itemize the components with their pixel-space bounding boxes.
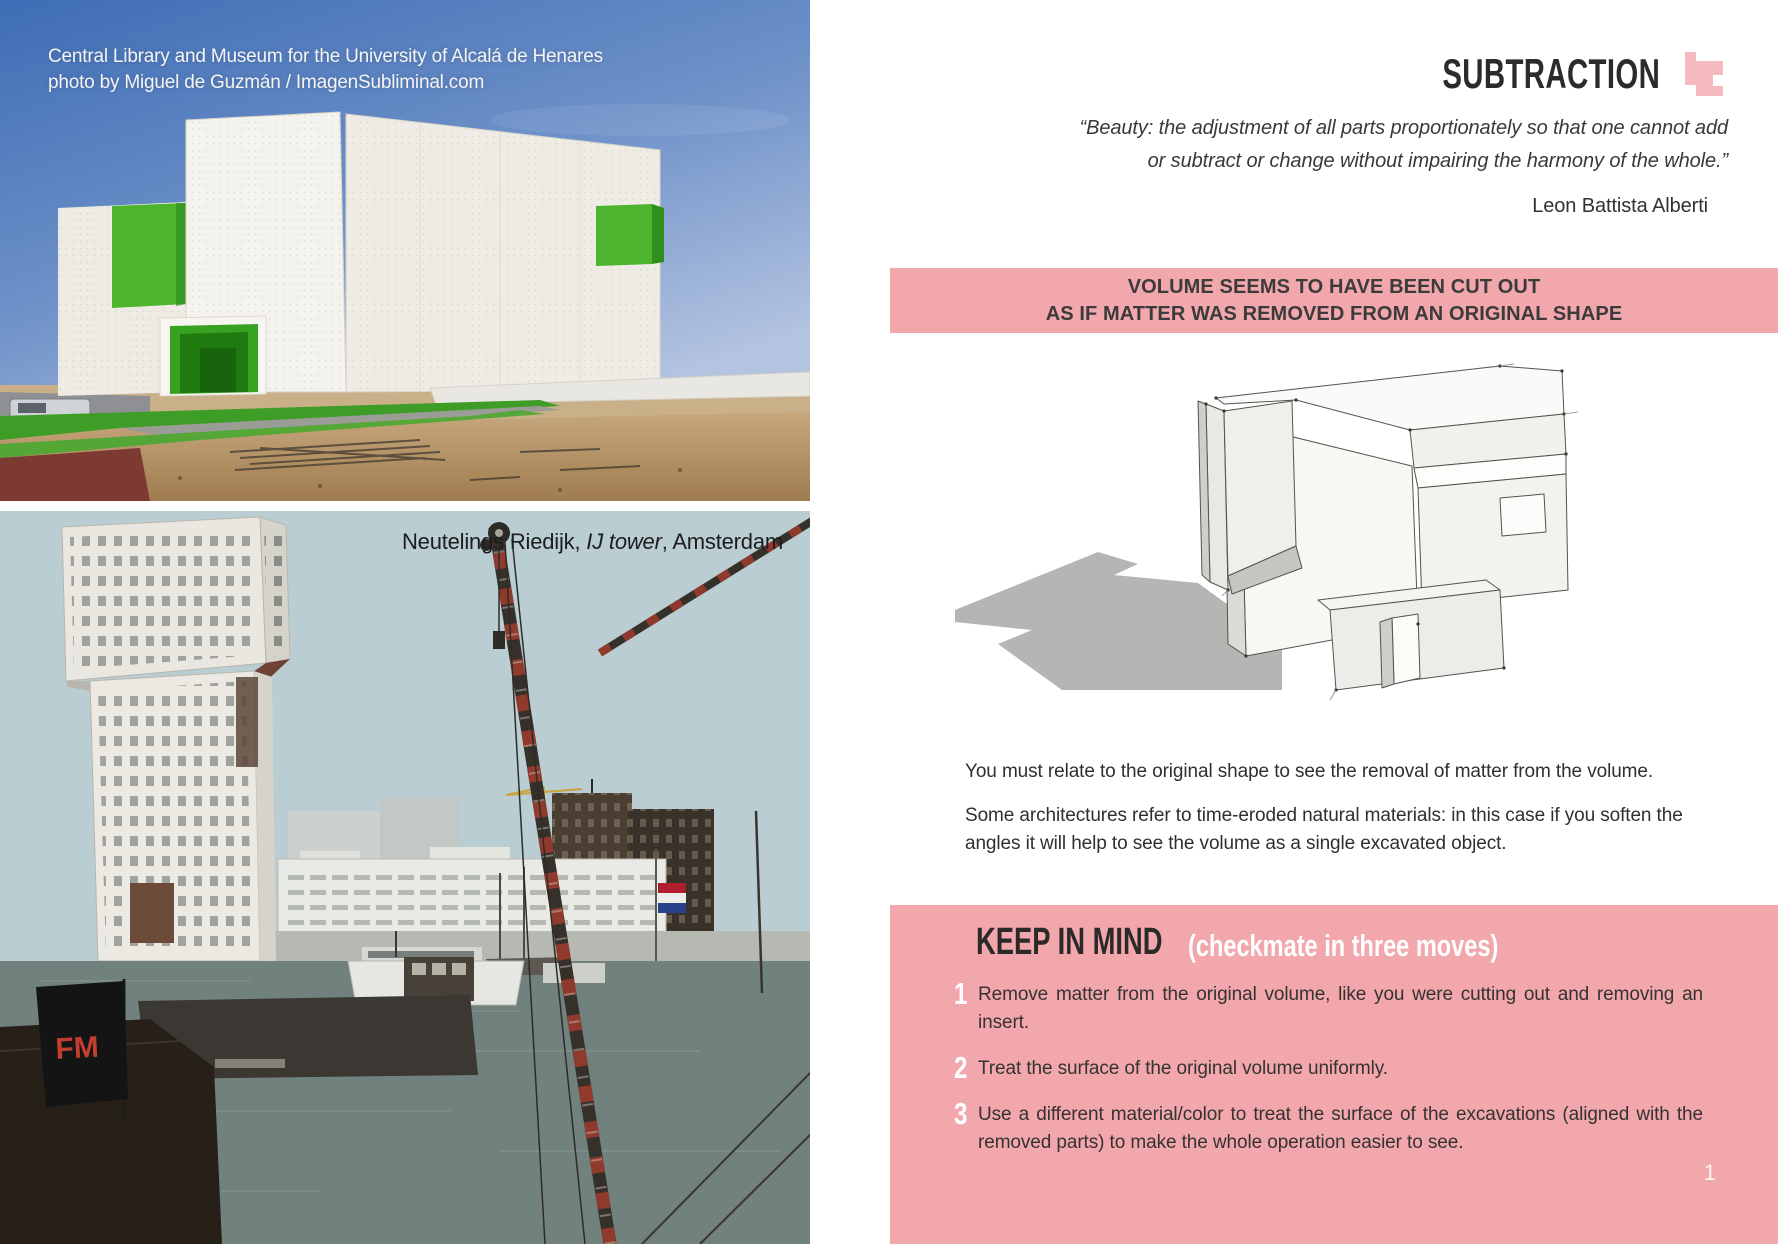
photo-caption-ijtower — [402, 529, 783, 555]
ij-tower-building — [62, 517, 290, 961]
list-item-text: Remove matter from the original volume, like you were cutting out and removing an insert. — [978, 984, 1703, 1033]
list-item-number: 3 — [954, 1096, 968, 1131]
keep-in-mind-heading — [976, 921, 1710, 967]
caption-line: photo by Miguel de Guzmán / ImagenSubliminal.com — [48, 72, 485, 93]
green-slab — [112, 203, 186, 308]
quote-block — [1080, 112, 1728, 223]
flag-letters: FM — [54, 1030, 100, 1066]
list-item — [954, 976, 1710, 1037]
subtraction-sketch — [940, 338, 1580, 748]
list-item — [954, 1050, 1710, 1085]
body-text — [965, 758, 1725, 858]
page-number: 1 — [1703, 1160, 1716, 1185]
body-paragraph: Some architectures refer to time-eroded natural materials: in this case if you soften the angles it will help to see the volume as a single excavated object. — [965, 805, 1683, 854]
caption-segment: , Amsterdam — [661, 529, 783, 554]
quote-line: or subtract or change without impairing the harmony of the whole.” — [1147, 150, 1728, 172]
photo-caption-alcala — [48, 44, 603, 96]
caption-line: Central Library and Museum for the University of Alcalá de Henares — [48, 46, 603, 67]
foreground — [0, 400, 810, 501]
green-box — [596, 204, 652, 266]
lc-pixel-mark-icon — [1685, 52, 1723, 96]
list-item-number: 1 — [954, 976, 968, 1011]
caption-segment-italic: IJ tower — [586, 529, 662, 554]
list-item-number: 2 — [954, 1050, 968, 1085]
banner-line: AS IF MATTER WAS REMOVED FROM AN ORIGINAL SHAPE — [1045, 302, 1623, 325]
keep-in-mind-title: KEEP IN MIND — [976, 921, 1163, 963]
body-paragraph: You must relate to the original shape to see the removal of matter from the volume. — [965, 761, 1654, 782]
ij-tower-photo-illustration — [0, 511, 810, 1244]
banner-line: VOLUME SEEMS TO HAVE BEEN CUT OUT — [1127, 275, 1541, 298]
sketch-volume — [1198, 366, 1568, 690]
list-item-text: Treat the surface of the original volume uniformly. — [978, 1058, 1388, 1079]
page-header — [1303, 50, 1723, 96]
list-item-text: Use a different material/color to treat the surface of the excavations (aligned with the removed parts) to make the whole operation easier to see. — [978, 1104, 1703, 1153]
keep-in-mind-box — [890, 905, 1778, 1244]
list-item — [954, 1096, 1710, 1157]
keep-in-mind-subtitle: (checkmate in three moves) — [1188, 928, 1499, 963]
photo-ij-tower — [0, 511, 810, 1244]
page-title: SUBTRACTION — [1442, 50, 1660, 97]
tower-entrance — [130, 883, 174, 943]
quote-attribution: Leon Battista Alberti — [1532, 195, 1708, 217]
quote-line: “Beauty: the adjustment of all parts proportionately so that one cannot add — [1079, 117, 1728, 139]
caption-segment: Neutelings Riedijk, — [401, 529, 587, 554]
statement-banner — [890, 268, 1778, 333]
black-flag — [36, 979, 128, 1119]
photo-alcala-library — [0, 0, 810, 501]
